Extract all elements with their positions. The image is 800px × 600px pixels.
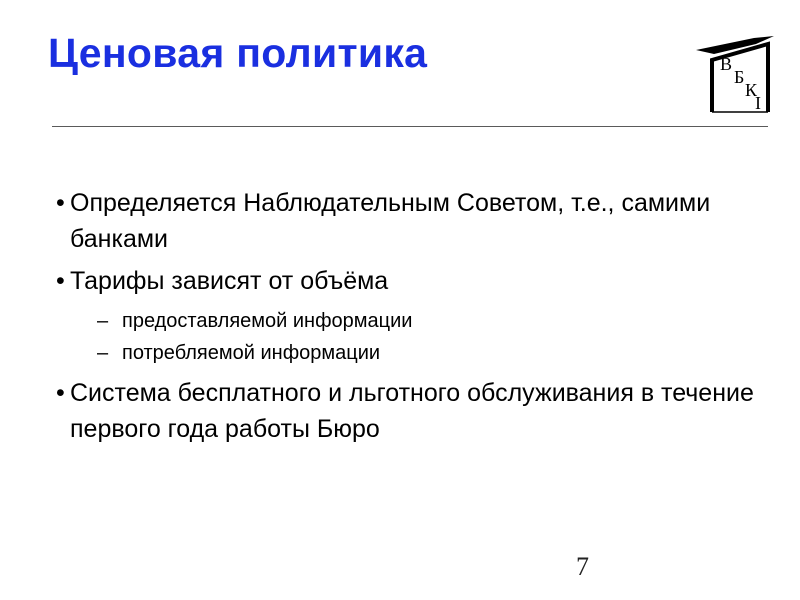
bullet-dot: • xyxy=(56,379,65,407)
bullet-dot: • xyxy=(56,267,65,295)
title-divider xyxy=(52,126,768,127)
bki-logo-icon xyxy=(694,30,778,116)
bullet-text: Тарифы зависят от объёма xyxy=(70,267,389,295)
bullet-item xyxy=(52,185,772,257)
logo-letter-k: К xyxy=(745,80,758,100)
sub-bullet-dash: – xyxy=(97,310,109,332)
bullet-item xyxy=(52,375,772,447)
bullet-dot: • xyxy=(56,189,65,217)
bullet-text: Определяется Наблюдательным Советом, т.е., самими банками xyxy=(70,189,711,253)
bullet-item xyxy=(52,263,772,299)
bullet-text: Система бесплатного и льготного обслуживания в течение первого года работы Бюро xyxy=(70,379,754,443)
sub-bullet-dash: – xyxy=(97,342,109,364)
logo-letter-v: В xyxy=(720,54,733,74)
sub-bullet-text: потребляемой информации xyxy=(122,342,381,364)
sub-bullet-text: предоставляемой информации xyxy=(122,310,413,332)
page-number: 7 xyxy=(576,552,589,581)
slide-content xyxy=(52,185,772,453)
logo-letter-b: Б xyxy=(734,67,745,87)
sub-bullet-item xyxy=(52,305,772,337)
logo-letter-i: І xyxy=(755,93,761,113)
sub-bullet-item xyxy=(52,337,772,369)
slide-title: Ценовая политика xyxy=(48,30,428,76)
